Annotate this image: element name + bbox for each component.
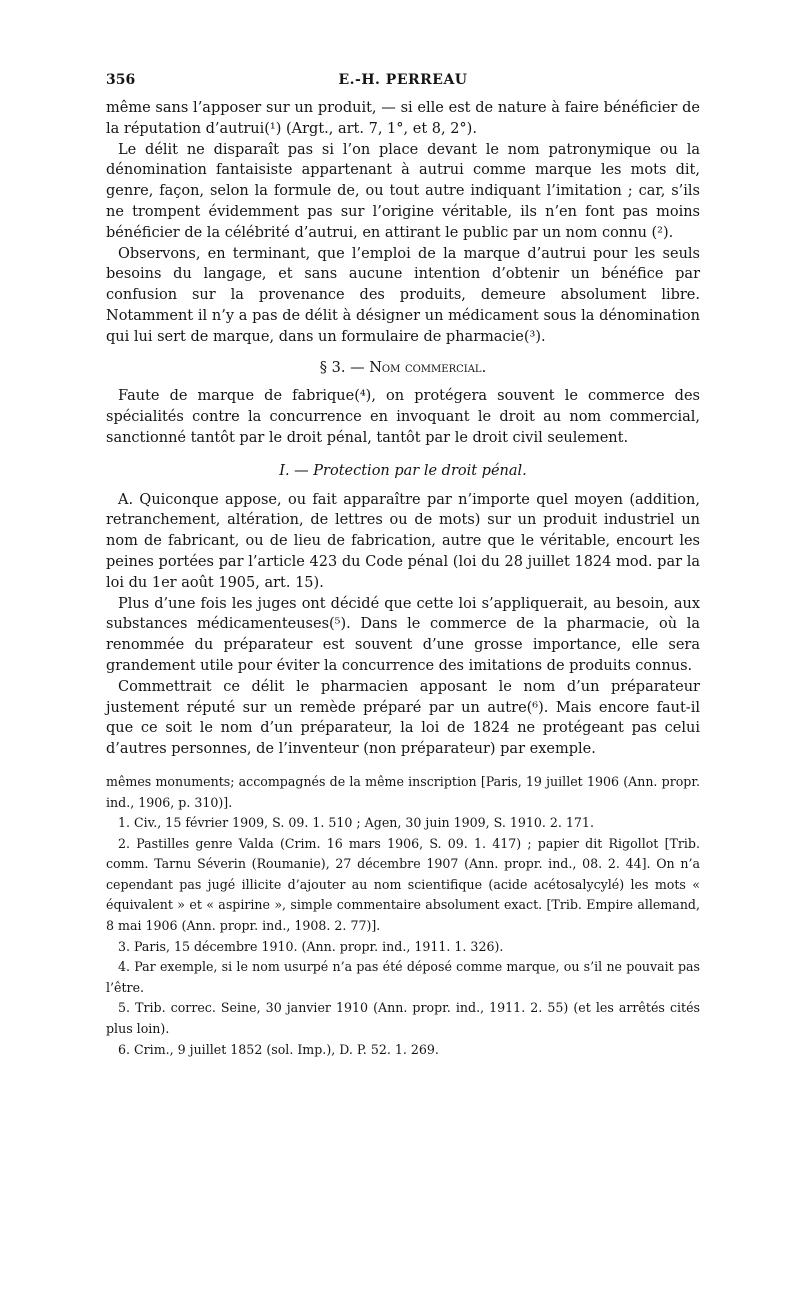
paragraph: Plus d’une fois les juges ont décidé que cette loi s’appliquerait, au besoin, aux substances médicamenteuses(⁵). Dans le commerce de la pharmacie, où la renommée du préparateur est souvent d’une grosse importance, elle sera grandement utile pour éviter la concurrence des imitations de produits connus. [106,595,700,674]
footnote: 1. Civ., 15 février 1909, S. 09. 1. 510 ; Agen, 30 juin 1909, S. 1910. 2. 171. [118,815,594,831]
body-text [106,98,700,760]
section-heading [106,358,700,379]
footnote: 2. Pastilles genre Valda (Crim. 16 mars 1906, S. 09. 1. 417) ; papier dit Rigollot [Trib. comm. Tarnu Séverin (Roumanie), 27 décembre 1907 (Ann. propr. ind., 08. 2. 44]. On n’a cependant pas jugé illicite d’ajouter au nom scientifique (acide acétosalycylé) les mots « équivalent » et « aspirine », simple commentaire absolument exact. [Trib. Empire allemand, 8 mai 1906 (Ann. propr. ind., 1908. 2. 77)]. [106,835,700,934]
paragraph: Faute de marque de fabrique(⁴), on protégera souvent le commerce des spécialités contre la concurrence en invoquant le droit au nom commercial, sanctionné tantôt par le droit pénal, tantôt par le droit civil seulement. [106,388,700,446]
running-head-author: E.-H. PERREAU [338,72,468,88]
running-header [106,72,700,98]
paragraph: même sans l’apposer sur un produit, — si elle est de nature à faire bénéficier de la réputation d’autrui(¹) (Argt., art. 7, 1°, et 8, 2°). [106,100,700,137]
paragraph: Commettrait ce délit le pharmacien apposant le nom d’un préparateur justement réputé sur un remède préparé par un autre(⁶). Mais encore faut-il que ce soit le nom d’un préparateur, la loi de 1824 ne protégeant pas celui d’autres personnes, de l’inventeur (non préparateur) par exemple. [106,678,700,758]
paragraph: A. Quiconque appose, ou fait apparaître par n’importe quel moyen (addition, retranchement, altération, de lettres ou de mots) sur un produit industriel un nom de fabricant, ou de lieu de fabrication, autre que le véritable, encourt les peines portées par l’article 423 du Code pénal (loi du 28 juillet 1824 mod. par la loi du 1er août 1905, art. 15). [106,491,700,591]
paragraph: Le délit ne disparaît pas si l’on place devant le nom patronymique ou la dénomination fantaisiste appartenant à autrui comme marque les mots dit, genre, façon, selon la formule de, ou tout autre indiquant l’imitation ; car, s’ils ne trompent évidemment pas sur l’origine véritable, ils n’en font pas moins bénéficier de la célébrité d’autrui, en attirant le public par un nom connu (²). [106,141,700,241]
paragraph: Observons, en terminant, que l’emploi de la marque d’autrui pour les seuls besoins du langage, et sans aucune intention d’obtenir un bénéfice par confusion sur la provenance des produits, demeure absolument libre. Notamment il n’y a pas de délit à désigner un médicament sous la dénomination qui lui sert de marque, dans un formulaire de pharmacie(³). [106,245,700,345]
footnote: 5. Trib. correc. Seine, 30 janvier 1910 (Ann. propr. ind., 1911. 2. 55) (et les arrêtés cités plus loin). [106,1000,700,1037]
page-number: 356 [106,72,136,88]
footnote-continuation: mêmes monuments; accompagnés de la même inscription [Paris, 19 juillet 1906 (Ann. propr. ind., 1906, p. 310)]. [106,773,700,810]
section-title: Nom commercial. [369,359,487,376]
book-page [106,72,700,1060]
subsection-title: Protection par le droit pénal. [313,462,527,479]
footnote: 4. Par exemple, si le nom usurpé n’a pas été déposé comme marque, ou s’il ne pouvait pas l’être. [106,959,700,995]
subsection-number: I. — [279,462,309,479]
footnote: 6. Crim., 9 juillet 1852 (sol. Imp.), D. P. 52. 1. 269. [118,1041,439,1057]
footnotes [106,772,700,1060]
footnote: 3. Paris, 15 décembre 1910. (Ann. propr. ind., 1911. 1. 326). [118,938,504,954]
section-number: § 3. — [319,359,365,376]
subsection-heading [106,461,700,482]
